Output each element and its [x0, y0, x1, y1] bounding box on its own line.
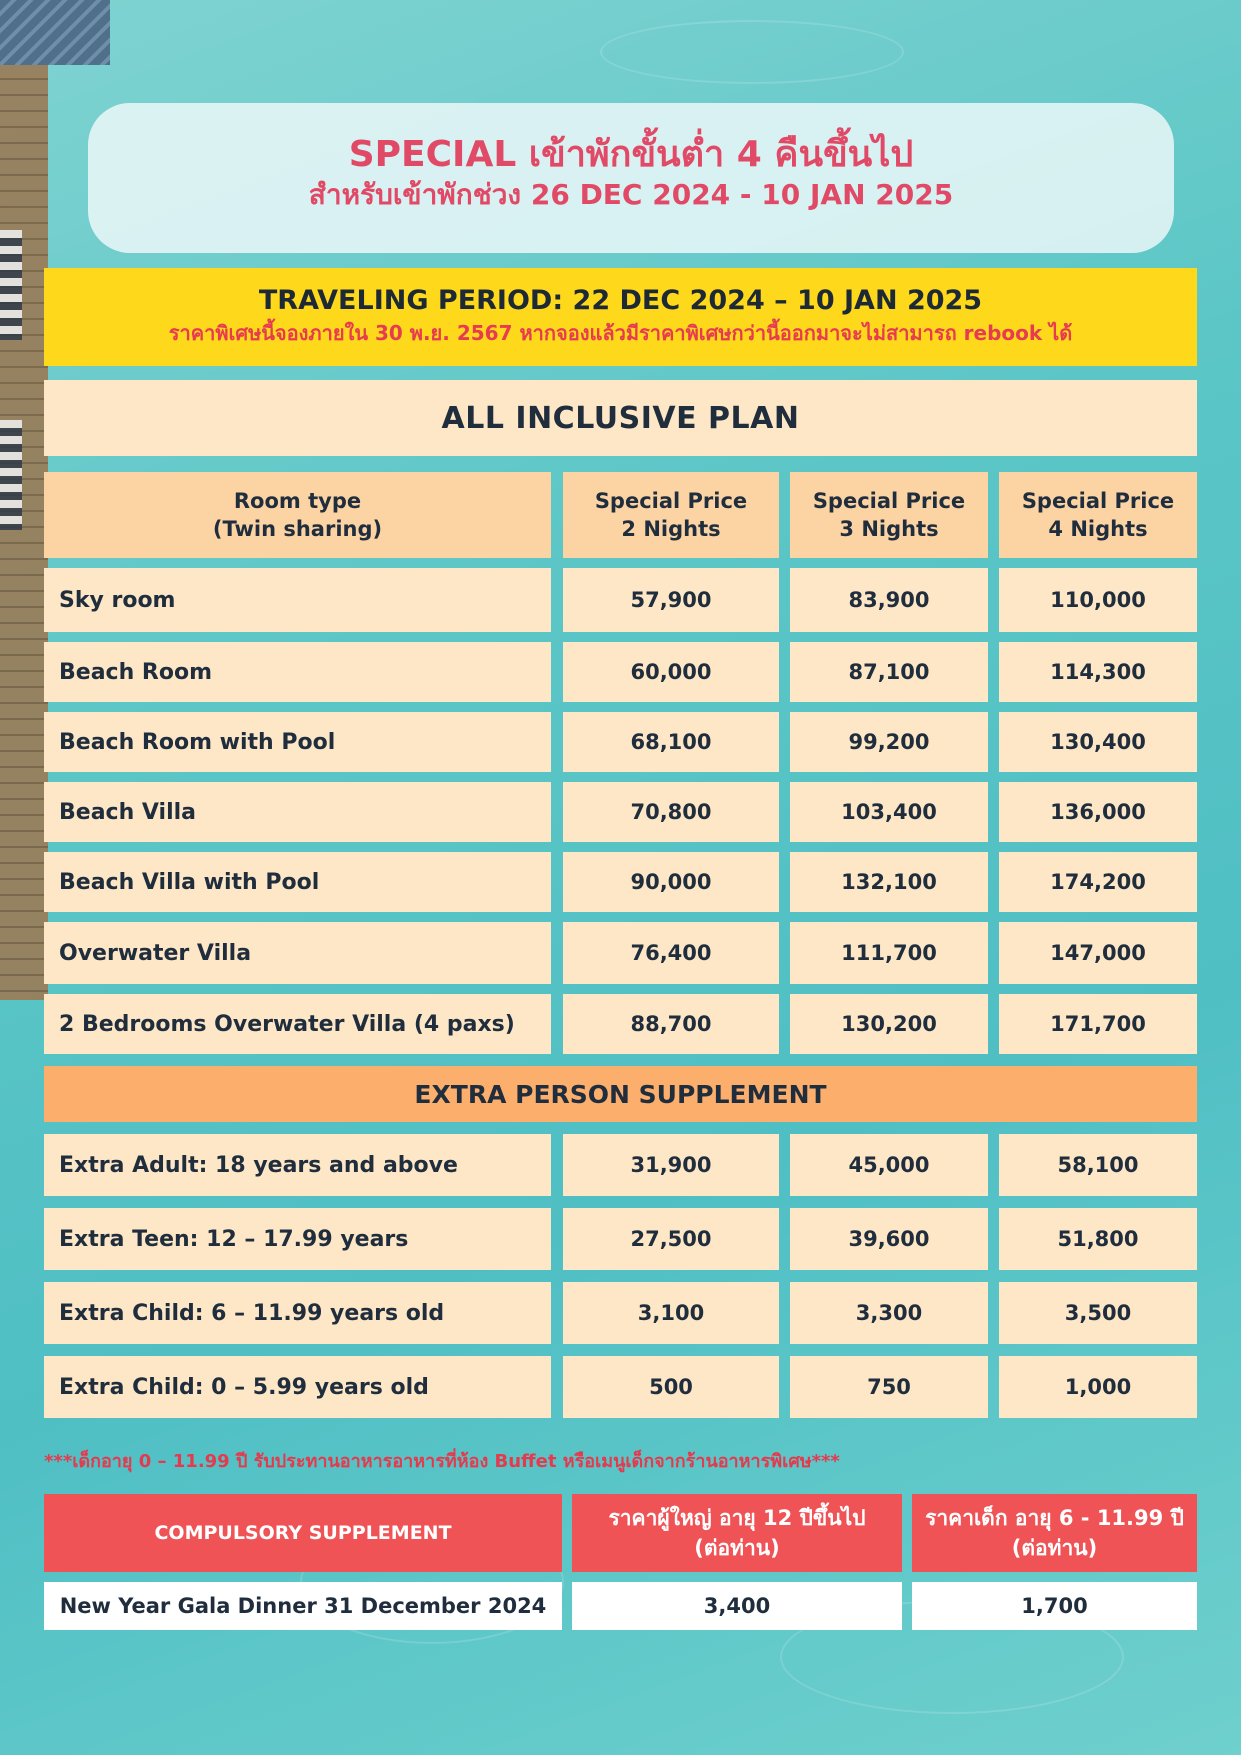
extra-label: Extra Teen: 12 – 17.99 years — [44, 1208, 551, 1270]
gala-adult-price: 3,400 — [572, 1582, 902, 1630]
room-type-header-line2: (Twin sharing) — [212, 517, 383, 541]
price-3-nights: 103,400 — [790, 782, 988, 842]
plan-title: ALL INCLUSIVE PLAN — [44, 380, 1197, 456]
header-banner — [88, 103, 1174, 253]
price-3-nights: 130,200 — [790, 994, 988, 1054]
price-4-nights-header — [999, 472, 1197, 558]
extra-supplement-title: EXTRA PERSON SUPPLEMENT — [44, 1066, 1197, 1122]
price-2-nights: 3,100 — [563, 1282, 779, 1344]
price-3-nights: 87,100 — [790, 642, 988, 702]
price-3-nights: 111,700 — [790, 922, 988, 984]
price-4-nights: 171,700 — [999, 994, 1197, 1054]
page-subtitle: สำหรับเข้าพักช่วง 26 DEC 2024 - 10 JAN 2025 — [308, 178, 954, 211]
room-type-label: Sky room — [44, 568, 551, 632]
price-header-line1: Special Price — [1021, 489, 1175, 513]
room-type-header — [44, 472, 551, 558]
adult-header-line1: ราคาผู้ใหญ่ อายุ 12 ปีขึ้นไป — [608, 1506, 866, 1530]
price-4-nights: 58,100 — [999, 1134, 1197, 1196]
price-2-nights: 90,000 — [563, 852, 779, 912]
room-type-label: 2 Bedrooms Overwater Villa (4 paxs) — [44, 994, 551, 1054]
price-2-nights: 76,400 — [563, 922, 779, 984]
price-3-nights: 3,300 — [790, 1282, 988, 1344]
child-price-header — [912, 1494, 1197, 1572]
price-4-nights: 110,000 — [999, 568, 1197, 632]
gala-child-price: 1,700 — [912, 1582, 1197, 1630]
price-3-nights-header — [790, 472, 988, 558]
price-4-nights: 136,000 — [999, 782, 1197, 842]
price-header-line2: 3 Nights — [839, 517, 939, 541]
price-2-nights: 70,800 — [563, 782, 779, 842]
page-title: SPECIAL เข้าพักขั้นต่ำ 4 คืนขึ้นไป — [348, 134, 914, 175]
room-type-label: Beach Villa with Pool — [44, 852, 551, 912]
price-header-line2: 4 Nights — [1048, 517, 1148, 541]
price-header-line1: Special Price — [594, 489, 748, 513]
price-4-nights: 1,000 — [999, 1356, 1197, 1418]
price-4-nights: 147,000 — [999, 922, 1197, 984]
room-type-label: Beach Room with Pool — [44, 712, 551, 772]
compulsory-title: COMPULSORY SUPPLEMENT — [44, 1494, 562, 1572]
price-4-nights: 51,800 — [999, 1208, 1197, 1270]
room-type-label: Beach Villa — [44, 782, 551, 842]
price-3-nights: 45,000 — [790, 1134, 988, 1196]
adult-price-header — [572, 1494, 902, 1572]
child-header-line2: (ต่อท่าน) — [1011, 1536, 1098, 1560]
traveling-period-band — [44, 268, 1197, 366]
price-3-nights: 750 — [790, 1356, 988, 1418]
price-3-nights: 39,600 — [790, 1208, 988, 1270]
price-2-nights: 57,900 — [563, 568, 779, 632]
room-type-header-line1: Room type — [233, 489, 362, 513]
price-4-nights: 114,300 — [999, 642, 1197, 702]
price-2-nights: 31,900 — [563, 1134, 779, 1196]
child-header-line1: ราคาเด็ก อายุ 6 - 11.99 ปี — [925, 1506, 1184, 1530]
price-2-nights-header — [563, 472, 779, 558]
price-2-nights: 27,500 — [563, 1208, 779, 1270]
booking-note: ราคาพิเศษนี้จองภายใน 30 พ.ย. 2567 หากจองแล้วมีราคาพิเศษกว่านี้ออกมาจะไม่สามารถ rebook ได้ — [168, 321, 1073, 345]
price-3-nights: 132,100 — [790, 852, 988, 912]
room-type-label: Beach Room — [44, 642, 551, 702]
price-header-line1: Special Price — [812, 489, 966, 513]
adult-header-line2: (ต่อท่าน) — [694, 1536, 780, 1560]
price-header-line2: 2 Nights — [621, 517, 721, 541]
extra-label: Extra Adult: 18 years and above — [44, 1134, 551, 1196]
price-4-nights: 130,400 — [999, 712, 1197, 772]
children-meal-note: ***เด็กอายุ 0 – 11.99 ปี รับประทานอาหารอาหารที่ห้อง Buffet หรือเมนูเด็กจากร้านอาหารพิเศษ*** — [44, 1451, 840, 1472]
price-2-nights: 500 — [563, 1356, 779, 1418]
traveling-period: TRAVELING PERIOD: 22 DEC 2024 – 10 JAN 2025 — [258, 285, 983, 316]
price-3-nights: 83,900 — [790, 568, 988, 632]
room-type-label: Overwater Villa — [44, 922, 551, 984]
price-2-nights: 88,700 — [563, 994, 779, 1054]
price-3-nights: 99,200 — [790, 712, 988, 772]
price-2-nights: 60,000 — [563, 642, 779, 702]
extra-label: Extra Child: 6 – 11.99 years old — [44, 1282, 551, 1344]
gala-dinner-label: New Year Gala Dinner 31 December 2024 — [44, 1582, 562, 1630]
price-4-nights: 3,500 — [999, 1282, 1197, 1344]
extra-label: Extra Child: 0 – 5.99 years old — [44, 1356, 551, 1418]
price-4-nights: 174,200 — [999, 852, 1197, 912]
price-2-nights: 68,100 — [563, 712, 779, 772]
